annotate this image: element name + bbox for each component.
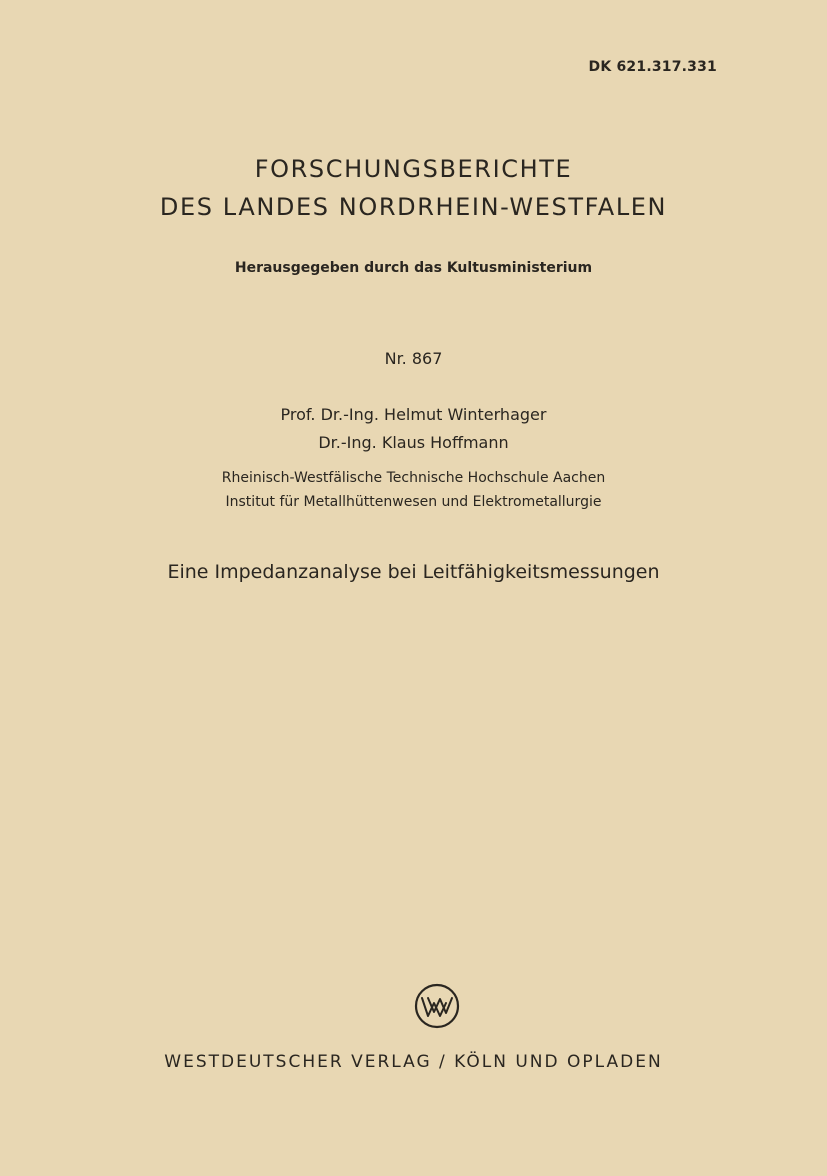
series-title-line-1: FORSCHUNGSBERICHTE bbox=[254, 155, 573, 183]
work-title: Eine Impedanzanalyse bei Leitfähigkeitsmessungen bbox=[167, 561, 660, 583]
institution-line-2: Institut für Metallhüttenwesen und Elektrometallurgie bbox=[225, 494, 602, 510]
series-title-line-2: DES LANDES NORDRHEIN-WESTFALEN bbox=[159, 193, 668, 221]
editor-line: Herausgegeben durch das Kultusministerium bbox=[234, 260, 593, 276]
report-number: Nr. 867 bbox=[384, 349, 443, 368]
author-2: Dr.-Ing. Klaus Hoffmann bbox=[318, 433, 509, 452]
institution-line-1: Rheinisch-Westfälische Technische Hochschule Aachen bbox=[221, 470, 606, 486]
authors bbox=[0, 401, 827, 457]
series-title bbox=[0, 150, 827, 226]
classification-number: DK 621.317.331 bbox=[588, 59, 717, 75]
author-1: Prof. Dr.-Ing. Helmut Winterhager bbox=[280, 405, 547, 424]
publisher-imprint: WESTDEUTSCHER VERLAG / KÖLN UND OPLADEN bbox=[164, 1052, 663, 1072]
westdeutscher-verlag-w-logo-icon bbox=[413, 982, 461, 1030]
institution bbox=[0, 466, 827, 514]
